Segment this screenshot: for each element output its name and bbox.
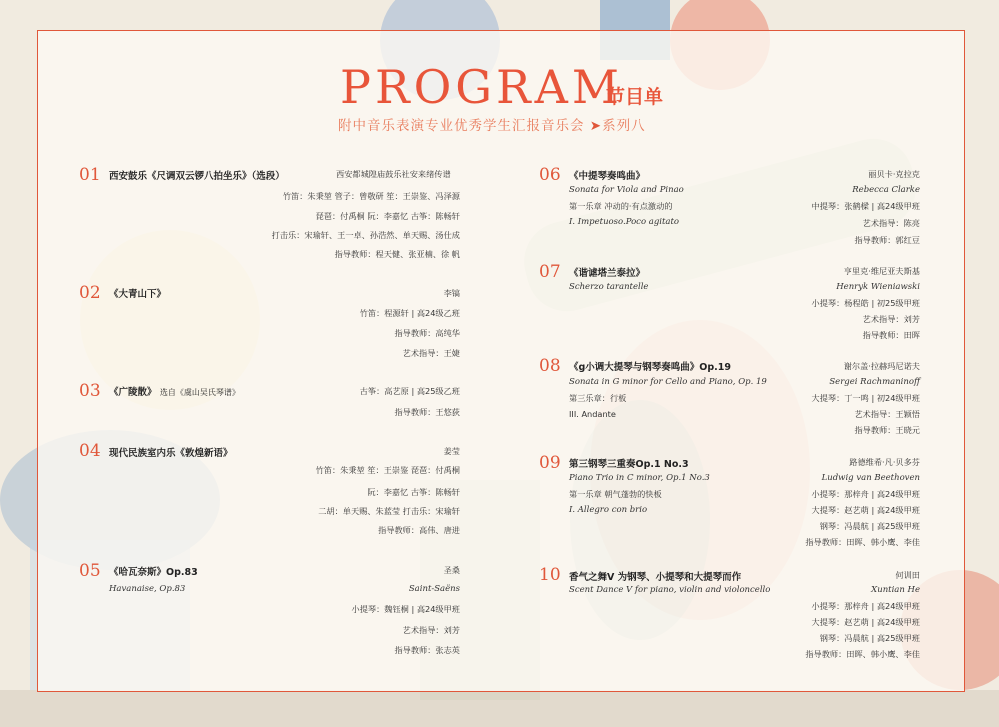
performer-line: 指导教师：高纯华 [394,328,460,338]
performer-line: 大提琴：赵艺萌 | 高24级甲班 [811,617,920,627]
performer-line: 指导教师：田晖、韩小鹰、李佳 [805,537,920,547]
movement-cn: 第一乐章 朝气蓬勃的快板 [569,489,662,499]
performer-line: 艺术指导：刘芳 [862,314,920,324]
movement-en: I. Impetuoso.Poco agitato [569,217,680,227]
item-number: 04 [79,441,101,461]
performer-line: 艺术指导：王颖悟 [854,409,920,419]
piece-title-en: Havanaise, Op.83 [109,584,186,594]
movement-en: III. Andante [569,409,616,419]
piece-title: 《中提琴奏鸣曲》 [569,171,646,182]
performer-line: 小提琴：杨程皓 | 初25级甲班 [811,298,920,308]
item-number: 07 [539,262,561,282]
performer-line: 小提琴：那梓舟 | 高24级甲班 [811,601,920,611]
movement-cn: 第三乐章：行板 [569,393,627,403]
subtitle-text: 附中音乐表演专业优秀学生汇报音乐会 [338,118,585,134]
composer: 李镐 [443,288,460,298]
performer-line: 琵琶：付禹桐 阮：李嘉忆 古筝：陈畅轩 [315,211,460,221]
piece-title: 《g小调大提琴与钢琴奏鸣曲》Op.19 [569,362,732,373]
item-number: 06 [539,165,561,185]
performer-line: 大提琴：丁一鸣 | 初24级甲班 [811,393,920,403]
performer-line: 中提琴：张鹤樑 | 高24级甲班 [811,201,920,211]
composer: 谢尔盖·拉赫玛尼诺夫 [843,361,920,371]
piece-title: 现代民族室内乐《敦煌新语》 [109,448,233,459]
item-number: 02 [79,283,101,303]
composer-en: Rebecca Clarke [852,185,920,195]
movement-cn: 第一乐章 冲动的·有点激动的 [569,201,673,211]
item-number: 08 [539,356,561,376]
composer: 丽贝卡·克拉克 [868,169,920,179]
performer-line: 钢琴：冯晨航 | 高25级甲班 [819,633,920,643]
program-title-cn: 节目单 [606,86,664,108]
piece-title-en: Sonata in G minor for Cello and Piano, Op. 19 [569,377,767,387]
performer-line: 小提琴：那梓舟 | 高24级甲班 [811,489,920,499]
item-number: 03 [79,381,101,401]
piece-title-en: Scent Dance V for piano, violin and violoncello [569,585,771,595]
piece-title: 《大青山下》 [109,289,167,300]
piece-title-en: Sonata for Viola and Pinao [569,185,684,195]
composer: 亨里克·维尼亚夫斯基 [843,266,920,276]
performer-line: 阮：李嘉忆 古筝：陈畅轩 [367,487,460,497]
performer-line: 指导教师：张志英 [394,645,460,655]
piece-title: 《哈瓦奈斯》Op.83 [109,567,198,578]
piece-title-text: 《广陵散》 [109,387,157,398]
performer-line: 指导教师：田晖、韩小鹰、李佳 [805,649,920,659]
performer-line: 指导教师：田晖 [862,330,920,340]
program-title: PROGRAM [340,60,623,114]
composer: 西安都城隍庙鼓乐社安来绪传谱 [336,169,451,179]
performer-line: 古筝：高艺原 | 高25级乙班 [359,386,460,396]
composer-en: Ludwig van Beethoven [821,473,920,483]
performer-line: 竹笛：朱秉堃 管子：曾敬研 笙：王崇鉴、冯泽源 [282,191,460,201]
item-number: 01 [79,165,101,185]
performer-line: 大提琴：赵艺萌 | 高24级甲班 [811,505,920,515]
composer-en: Henryk Wieniawski [836,282,920,292]
composer-en: Xuntian He [871,585,920,595]
performer-line: 二胡：单天赐、朱蓝莹 打击乐：宋瑜轩 [318,506,460,516]
composer: 圣桑 [443,565,460,575]
performer-line: 艺术指导：陈亮 [862,218,920,228]
piece-title: 第三钢琴三重奏Op.1 No.3 [569,459,689,470]
performer-line: 指导教师：程天健、张亚楠、徐 帆 [334,249,460,259]
performer-line: 艺术指导：刘芳 [402,625,460,635]
performer-line: 钢琴：冯晨航 | 高25级甲班 [819,521,920,531]
piece-title-en: Piano Trio in C minor, Op.1 No.3 [569,473,710,483]
item-number: 10 [539,565,561,585]
performer-line: 指导教师：王悠荻 [394,407,460,417]
piece-title [109,384,240,398]
performer-line: 打击乐：宋瑜轩、王一卓、孙浩然、单天赐、汤仕成 [271,230,460,240]
piece-title-note: 选自《虞山吴氏琴谱》 [159,388,240,397]
composer: 路德维希·凡·贝多芬 [849,457,920,467]
piece-title: 香气之舞V 为钢琴、小提琴和大提琴而作 [569,572,742,583]
composer: 姜莹 [443,446,460,456]
performer-line: 艺术指导：王婕 [402,348,460,358]
piece-title: 西安鼓乐《尺调双云锣八拍坐乐》（选段） [109,171,285,182]
performer-line: 竹笛：程源轩 | 高24级乙班 [359,308,460,318]
composer-en: Sergei Rachmaninoff [829,377,920,387]
performer-line: 竹笛：朱秉堃 笙：王崇鉴 琵琶：付禹桐 [315,465,460,475]
performer-line: 指导教师：王晓元 [854,425,920,435]
item-number: 05 [79,561,101,581]
arrow-icon: ➤ [589,118,603,134]
movement-en: I. Allegro con brio [569,505,648,515]
performer-line: 指导教师：高伟、唐进 [378,525,460,535]
performer-line: 小提琴：魏钰桐 | 高24级甲班 [351,604,460,614]
composer-en: Saint-Saëns [408,584,460,594]
item-number: 09 [539,453,561,473]
composer: 何训田 [895,570,920,580]
program-subtitle [338,114,646,134]
piece-title-en: Scherzo tarantelle [569,282,649,292]
piece-title: 《谐谑塔兰泰拉》 [569,268,646,279]
series-label: 系列八 [602,118,646,134]
performer-line: 指导教师：郭红豆 [854,235,920,245]
